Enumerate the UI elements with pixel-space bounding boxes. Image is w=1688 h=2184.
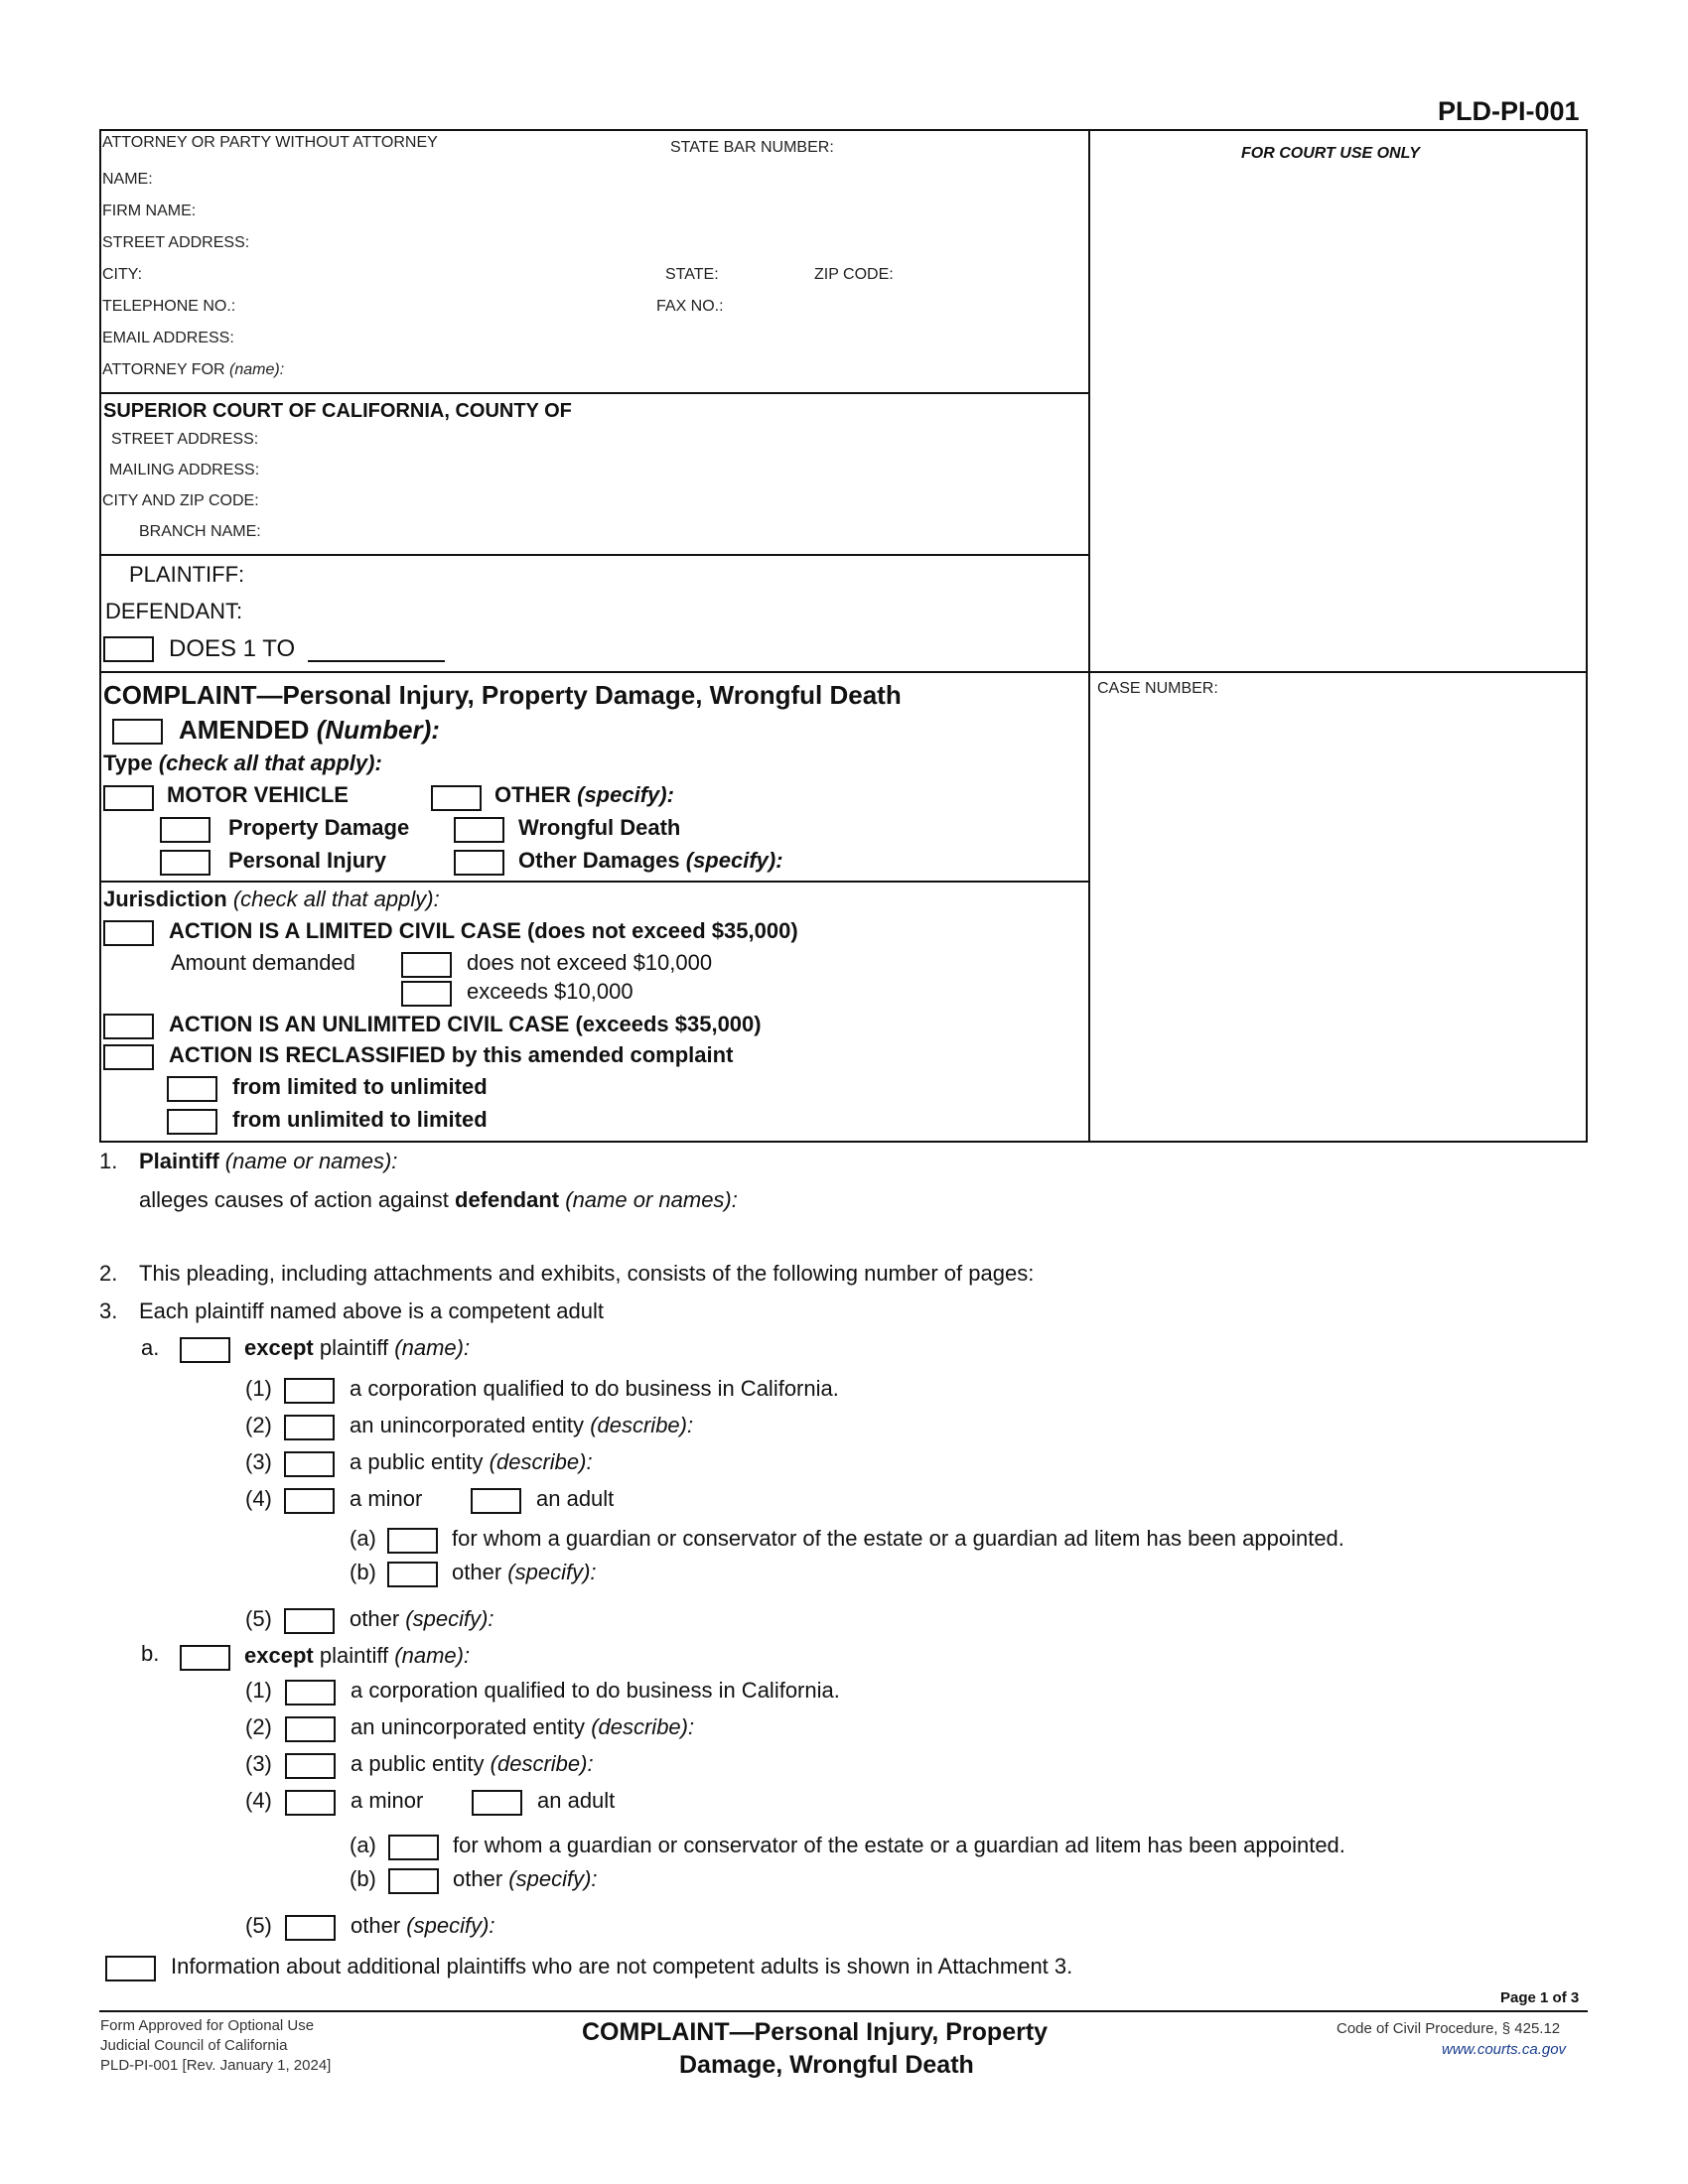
does-label: DOES 1 TO <box>169 635 296 662</box>
personal-injury-label: Personal Injury <box>228 848 386 873</box>
item-1-number: 1. <box>99 1149 118 1173</box>
email-label: EMAIL ADDRESS: <box>102 330 234 346</box>
3a-corporation-label: a corporation qualified to do business in California. <box>350 1376 839 1401</box>
other-damages-checkbox[interactable] <box>454 850 504 876</box>
defendant-label: DEFENDANT: <box>105 599 243 623</box>
item-3-text: Each plaintiff named above is a competent adult <box>139 1298 605 1323</box>
3a-other-b-checkbox[interactable] <box>387 1562 438 1587</box>
complaint-title: COMPLAINT—Personal Injury, Property Damage, Wrongful Death <box>103 680 902 710</box>
other-type-label: OTHER (specify): <box>494 782 674 807</box>
item-2-number: 2. <box>99 1261 118 1286</box>
3a-except-checkbox[interactable] <box>180 1337 230 1363</box>
zip-label: ZIP CODE: <box>814 266 894 283</box>
does-number-line[interactable] <box>308 660 445 662</box>
amended-label: AMENDED (Number): <box>179 715 440 745</box>
does-checkbox[interactable] <box>103 636 154 662</box>
3a-guardian-label: for whom a guardian or conservator of the estate or a guardian ad litem has been appointed. <box>452 1526 1344 1551</box>
limited-to-unlimited-label: from limited to unlimited <box>232 1074 488 1099</box>
3b-adult-checkbox[interactable] <box>472 1790 522 1816</box>
item-3-number: 3. <box>99 1298 118 1323</box>
court-use-label: FOR COURT USE ONLY <box>1241 145 1420 162</box>
unlimited-case-label: ACTION IS AN UNLIMITED CIVIL CASE (exceeds $35,000) <box>169 1012 762 1036</box>
not-exceed-10000-checkbox[interactable] <box>401 952 452 978</box>
3b-other-5-label: other (specify): <box>351 1913 495 1938</box>
footer-title-line2: Damage, Wrongful Death <box>679 2051 974 2079</box>
exceeds-10000-label: exceeds $10,000 <box>467 979 633 1004</box>
3a-2-number: (2) <box>245 1413 272 1437</box>
caption-divider <box>1088 129 1090 1143</box>
court-street-label: STREET ADDRESS: <box>111 431 259 448</box>
limited-case-label: ACTION IS A LIMITED CIVIL CASE (does not exceed $35,000) <box>169 918 798 943</box>
attorney-for-label: ATTORNEY FOR (name): <box>102 361 285 378</box>
parties-bottom-rule <box>99 671 1588 673</box>
city-label: CITY: <box>102 266 143 283</box>
3a-a-number: (a) <box>350 1526 376 1551</box>
3a-guardian-checkbox[interactable] <box>387 1528 438 1554</box>
footer-url[interactable]: www.courts.ca.gov <box>1442 2041 1567 2058</box>
3a-other-5-checkbox[interactable] <box>284 1608 335 1634</box>
limited-to-unlimited-checkbox[interactable] <box>167 1076 217 1102</box>
3b-a-number: (a) <box>350 1833 376 1857</box>
court-bottom-rule <box>99 554 1089 556</box>
3b-public-checkbox[interactable] <box>285 1753 336 1779</box>
3a-minor-label: a minor <box>350 1486 423 1511</box>
3b-other-5-checkbox[interactable] <box>285 1915 336 1941</box>
footer-council: Judicial Council of California <box>100 2037 288 2054</box>
item-1-plaintiff: Plaintiff (name or names): <box>139 1149 398 1173</box>
3a-public-checkbox[interactable] <box>284 1451 335 1477</box>
amended-checkbox[interactable] <box>112 719 163 745</box>
property-damage-label: Property Damage <box>228 815 410 840</box>
footer-rev: PLD-PI-001 [Rev. January 1, 2024] <box>100 2057 332 2074</box>
3b-other-b-checkbox[interactable] <box>388 1868 439 1894</box>
3a-corporation-checkbox[interactable] <box>284 1378 335 1404</box>
property-damage-checkbox[interactable] <box>160 817 211 843</box>
telephone-label: TELEPHONE NO.: <box>102 298 236 315</box>
3b-except-checkbox[interactable] <box>180 1645 230 1671</box>
footer-rule <box>99 2010 1588 2012</box>
amount-demanded-label: Amount demanded <box>171 950 355 975</box>
3b-unincorporated-label: an unincorporated entity (describe): <box>351 1714 695 1739</box>
3b-4-number: (4) <box>245 1788 272 1813</box>
limited-case-checkbox[interactable] <box>103 920 154 946</box>
case-number-label: CASE NUMBER: <box>1097 680 1218 697</box>
3a-4-number: (4) <box>245 1486 272 1511</box>
3b-1-number: (1) <box>245 1678 272 1703</box>
unlimited-case-checkbox[interactable] <box>103 1014 154 1039</box>
3b-minor-label: a minor <box>351 1788 424 1813</box>
motor-vehicle-label: MOTOR VEHICLE <box>167 782 349 807</box>
item-1-alleges: alleges causes of action against defendant (name or names): <box>139 1187 738 1212</box>
personal-injury-checkbox[interactable] <box>160 850 211 876</box>
type-label: Type (check all that apply): <box>103 751 382 775</box>
3b-3-number: (3) <box>245 1751 272 1776</box>
3b-guardian-checkbox[interactable] <box>388 1835 439 1860</box>
3b-2-number: (2) <box>245 1714 272 1739</box>
3a-other-5-label: other (specify): <box>350 1606 494 1631</box>
3a-b-number: (b) <box>350 1560 376 1584</box>
wrongful-death-checkbox[interactable] <box>454 817 504 843</box>
3b-corporation-checkbox[interactable] <box>285 1680 336 1706</box>
3a-minor-checkbox[interactable] <box>284 1488 335 1514</box>
street-address-label: STREET ADDRESS: <box>102 234 250 251</box>
other-damages-label: Other Damages (specify): <box>518 848 783 873</box>
reclassified-label: ACTION IS RECLASSIFIED by this amended complaint <box>169 1042 734 1067</box>
3a-except-label: except plaintiff (name): <box>244 1335 471 1360</box>
attorney-bottom-rule <box>99 392 1089 394</box>
3a-3-number: (3) <box>245 1449 272 1474</box>
motor-vehicle-checkbox[interactable] <box>103 785 154 811</box>
item-2-text: This pleading, including attachments and exhibits, consists of the following number of pages: <box>139 1261 1035 1286</box>
3a-public-label: a public entity (describe): <box>350 1449 593 1474</box>
3a-5-number: (5) <box>245 1606 272 1631</box>
fax-label: FAX NO.: <box>656 298 724 315</box>
page-number: Page 1 of 3 <box>1500 1989 1580 2006</box>
form-id: PLD-PI-001 <box>1438 96 1580 126</box>
3a-adult-checkbox[interactable] <box>471 1488 521 1514</box>
reclassified-checkbox[interactable] <box>103 1044 154 1070</box>
item-3a-letter: a. <box>141 1335 160 1360</box>
3b-corporation-label: a corporation qualified to do business in California. <box>351 1678 840 1703</box>
footer-title-line1: COMPLAINT—Personal Injury, Property <box>582 2018 1049 2046</box>
name-label: NAME: <box>102 171 153 188</box>
state-label: STATE: <box>665 266 719 283</box>
3b-public-label: a public entity (describe): <box>351 1751 594 1776</box>
not-exceed-10000-label: does not exceed $10,000 <box>467 950 713 975</box>
court-branch-label: BRANCH NAME: <box>139 523 261 540</box>
state-bar-label: STATE BAR NUMBER: <box>670 139 834 156</box>
plaintiff-label: PLAINTIFF: <box>129 562 245 587</box>
firm-name-label: FIRM NAME: <box>102 203 197 219</box>
3b-b-number: (b) <box>350 1866 376 1891</box>
type-bottom-rule <box>99 881 1089 883</box>
3b-guardian-label: for whom a guardian or conservator of the estate or a guardian ad litem has been appointed. <box>453 1833 1345 1857</box>
court-city-zip-label: CITY AND ZIP CODE: <box>102 492 259 509</box>
other-type-checkbox[interactable] <box>431 785 482 811</box>
3b-minor-checkbox[interactable] <box>285 1790 336 1816</box>
3b-adult-label: an adult <box>537 1788 616 1813</box>
3b-other-b-label: other (specify): <box>453 1866 598 1891</box>
3a-unincorporated-checkbox[interactable] <box>284 1415 335 1440</box>
3a-unincorporated-label: an unincorporated entity (describe): <box>350 1413 694 1437</box>
3b-except-label: except plaintiff (name): <box>244 1643 471 1668</box>
jurisdiction-label: Jurisdiction (check all that apply): <box>103 887 440 911</box>
3b-5-number: (5) <box>245 1913 272 1938</box>
attorney-label: ATTORNEY OR PARTY WITHOUT ATTORNEY <box>102 134 438 151</box>
3b-unincorporated-checkbox[interactable] <box>285 1716 336 1742</box>
item-3b-letter: b. <box>141 1641 160 1666</box>
3a-1-number: (1) <box>245 1376 272 1401</box>
footer-code: Code of Civil Procedure, § 425.12 <box>1336 2020 1561 2037</box>
wrongful-death-label: Wrongful Death <box>518 815 681 840</box>
3a-adult-label: an adult <box>536 1486 615 1511</box>
exceeds-10000-checkbox[interactable] <box>401 981 452 1007</box>
unlimited-to-limited-label: from unlimited to limited <box>232 1107 488 1132</box>
court-title: SUPERIOR COURT OF CALIFORNIA, COUNTY OF <box>103 400 572 422</box>
attachment-3-checkbox[interactable] <box>105 1956 156 1981</box>
unlimited-to-limited-checkbox[interactable] <box>167 1109 217 1135</box>
court-mailing-label: MAILING ADDRESS: <box>109 462 260 478</box>
3a-other-b-label: other (specify): <box>452 1560 597 1584</box>
attachment-3-label: Information about additional plaintiffs who are not competent adults is shown in Attachment 3. <box>171 1954 1073 1979</box>
footer-approved: Form Approved for Optional Use <box>100 2017 315 2034</box>
